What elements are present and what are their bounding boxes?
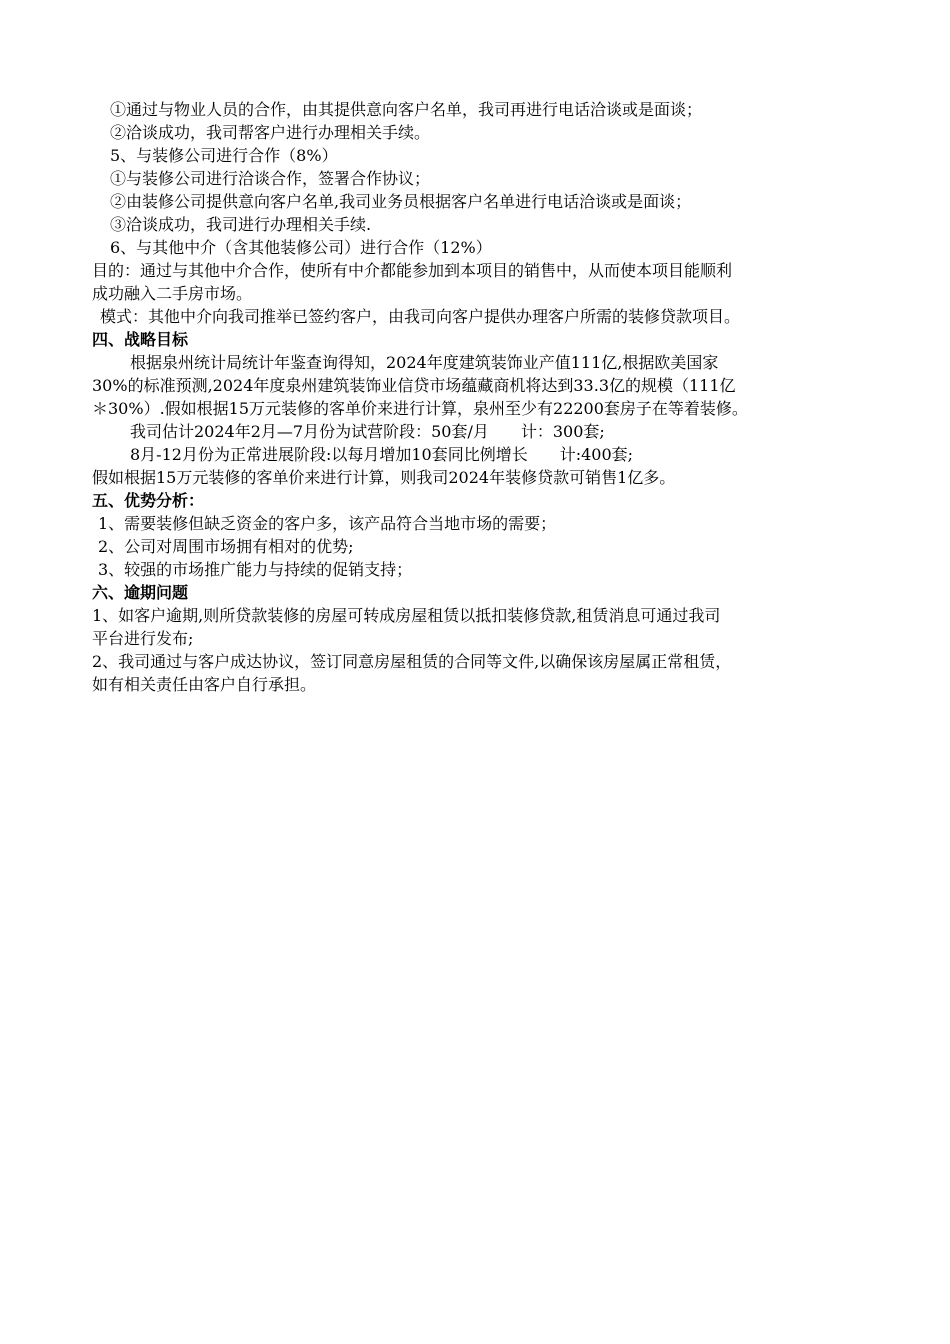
paragraph-line: ①通过与物业人员的合作，由其提供意向客户名单，我司再进行电话洽谈或是面谈； — [110, 100, 703, 119]
section-heading: 五、优势分析： — [92, 491, 205, 510]
paragraph-line: 如有相关责任由客户自行承担。 — [92, 675, 317, 694]
paragraph-line: 目的：通过与其他中介合作，使所有中介都能参加到本项目的销售中，从而使本项目能顺利 — [92, 261, 733, 280]
section-heading: 六、逾期问题 — [92, 583, 189, 602]
paragraph-line: ③洽谈成功，我司进行办理相关手续. — [110, 215, 372, 234]
paragraph-line: 成功融入二手房市场。 — [92, 284, 253, 303]
list-item-heading: 5、与装修公司进行合作（8%） — [110, 146, 338, 165]
paragraph-line: 1、如客户逾期,则所贷款装修的房屋可转成房屋租赁以抵扣装修贷款,租赁消息可通过我司 — [92, 606, 721, 625]
list-item: 1、需要装修但缺乏资金的客户多，该产品符合当地市场的需要； — [98, 514, 557, 533]
paragraph-line: 平台进行发布; — [92, 629, 194, 648]
list-item: 2、公司对周围市场拥有相对的优势; — [98, 537, 354, 556]
paragraph-line: ②由装修公司提供意向客户名单,我司业务员根据客户名单进行电话洽谈或是面谈； — [110, 192, 692, 211]
paragraph-line: ②洽谈成功，我司帮客户进行办理相关手续。 — [110, 123, 431, 142]
paragraph-line: 我司估计2024年2月—7月份为试营阶段：50套/月 计：300套; — [130, 422, 605, 441]
section-heading: 四、战略目标 — [92, 330, 189, 349]
paragraph-line: 2、我司通过与客户成达协议，签订同意房屋租赁的合同等文件,以确保该房屋属正常租赁， — [92, 652, 732, 671]
paragraph-line: 8月-12月份为正常进展阶段:以每月增加10套同比例增长 计:400套; — [130, 445, 634, 464]
paragraph-line: 根据泉州统计局统计年鉴查询得知，2024年度建筑装饰业产值111亿,根据欧美国家 — [130, 353, 719, 372]
paragraph-line: 30%的标准预测,2024年度泉州建筑装饰业信贷市场蕴藏商机将达到33.3亿的规模（111亿 — [92, 376, 736, 395]
document-page — [92, 98, 872, 696]
paragraph-line: 模式：其他中介向我司推举已签约客户，由我司向客户提供办理客户所需的装修贷款项目。 — [100, 307, 741, 326]
list-item-heading: 6、与其他中介（含其他装修公司）进行合作（12%） — [110, 238, 492, 257]
paragraph-line: ①与装修公司进行洽谈合作，签署合作协议； — [110, 169, 431, 188]
paragraph-line: ＊30%）.假如根据15万元装修的客单价来进行计算，泉州至少有22200套房子在等着装修。 — [92, 399, 748, 418]
list-item: 3、较强的市场推广能力与持续的促销支持； — [98, 560, 413, 579]
paragraph-line: 假如根据15万元装修的客单价来进行计算，则我司2024年装修贷款可销售1亿多。 — [92, 468, 676, 487]
